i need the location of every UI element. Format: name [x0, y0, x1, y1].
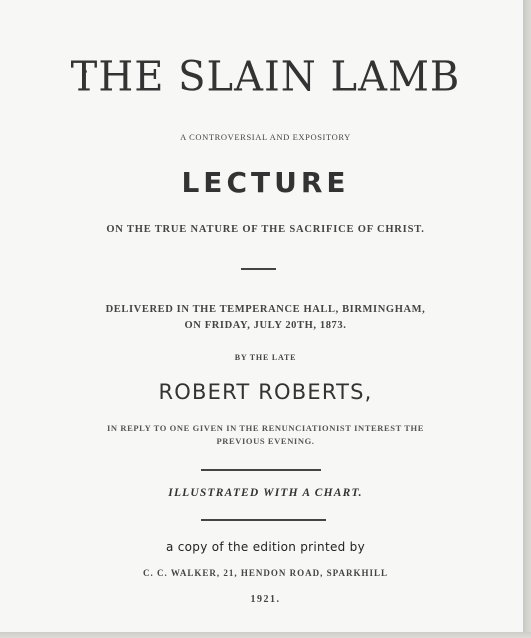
divider-rule-upper — [201, 469, 321, 471]
lecture-heading: LECTURE — [181, 166, 350, 199]
subtitle: ON THE TRUE NATURE OF THE SACRIFICE OF CHRIST. — [106, 224, 425, 235]
reply-line-1: IN REPLY TO ONE GIVEN IN THE RENUNCIATIONIST INTEREST THE — [106, 423, 425, 433]
author-name: ROBERT ROBERTS, — [158, 380, 373, 404]
page-bottom-shadow — [0, 632, 531, 638]
illustrated-note: ILLUSTRATED WITH A CHART. — [168, 487, 363, 499]
delivered-line-2: ON FRIDAY, JULY 20TH, 1873. — [184, 320, 347, 331]
reply-line-2: PREVIOUS EVENING. — [216, 436, 315, 446]
document-title: THE SLAIN LAMB — [70, 53, 461, 101]
divider-rule — [241, 268, 276, 270]
printer-imprint: C. C. WALKER, 21, HENDON ROAD, SPARKHILL — [143, 568, 388, 578]
copy-note: a copy of the edition printed by — [166, 540, 365, 554]
publication-year: 1921. — [250, 594, 281, 605]
by-the-late: BY THE LATE — [234, 353, 297, 362]
divider-rule-lower — [201, 519, 326, 521]
subtitle-small: A CONTROVERSIAL AND EXPOSITORY — [180, 132, 351, 142]
delivered-line-1: DELIVERED IN THE TEMPERANCE HALL, BIRMINGHAM, — [105, 304, 426, 315]
